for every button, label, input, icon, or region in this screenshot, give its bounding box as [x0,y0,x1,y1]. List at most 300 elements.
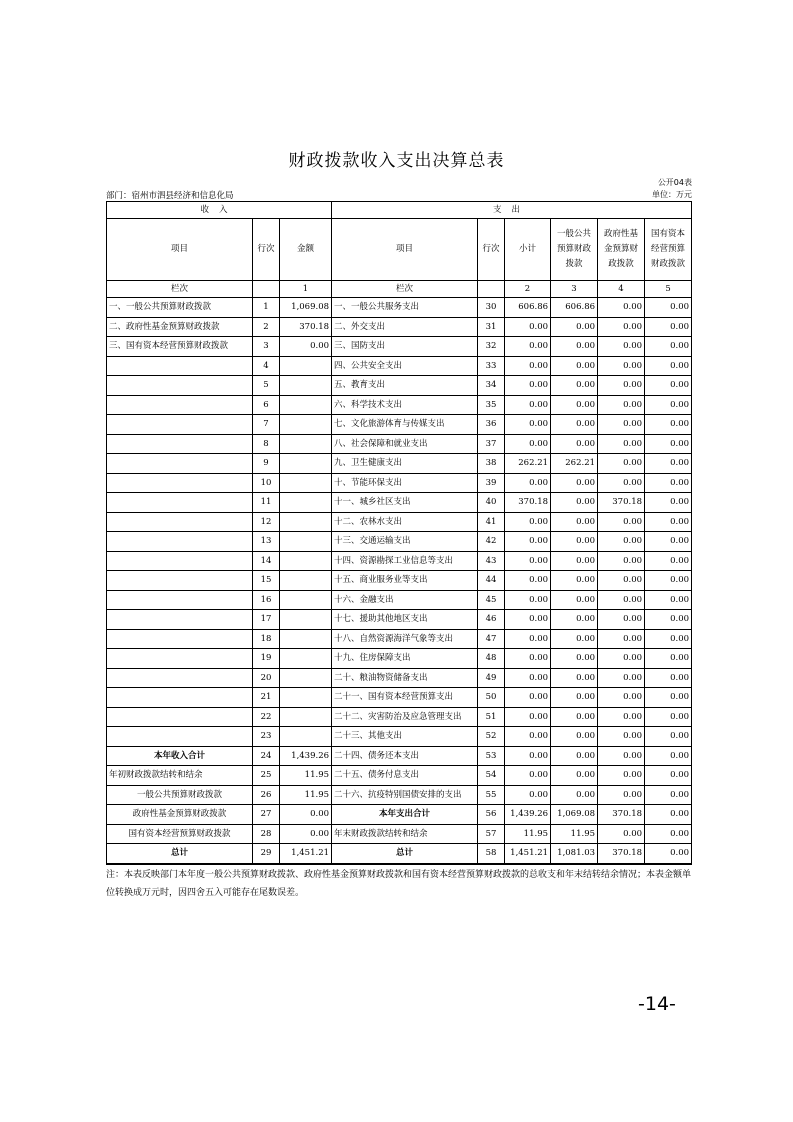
subtotal-value: 0.00 [505,649,551,669]
general-budget-value: 0.00 [551,395,598,415]
income-item: 本年收入合计 [107,746,253,766]
state-capital-value: 0.00 [645,824,692,844]
expense-row-no: 37 [478,434,505,454]
expense-row-no: 33 [478,356,505,376]
income-amount [280,590,332,610]
lanci-col-2: 2 [505,281,551,298]
income-item [107,571,253,591]
subtotal-value: 0.00 [505,746,551,766]
income-row-no: 11 [253,493,280,513]
fund-budget-value: 370.18 [598,493,645,513]
table-row [107,571,692,591]
expense-item: 二十、粮油物资储备支出 [332,668,478,688]
income-item [107,707,253,727]
fund-budget-value: 0.00 [598,473,645,493]
fund-budget-value: 0.00 [598,649,645,669]
subtotal-value: 0.00 [505,785,551,805]
income-amount [280,415,332,435]
expense-row-no: 46 [478,610,505,630]
state-capital-value: 0.00 [645,805,692,825]
income-amount [280,512,332,532]
income-row-no: 22 [253,707,280,727]
general-budget-value: 0.00 [551,766,598,786]
income-row-no: 19 [253,649,280,669]
income-item: 二、政府性基金预算财政拨款 [107,317,253,337]
fund-budget-value: 0.00 [598,766,645,786]
subtotal-value: 0.00 [505,512,551,532]
table-row [107,532,692,552]
income-amount [280,688,332,708]
header-general-budget: 一般公共预算财政拨款 [551,219,598,281]
income-row-no: 5 [253,376,280,396]
income-amount: 1,439.26 [280,746,332,766]
subtotal-value: 0.00 [505,317,551,337]
fund-budget-value: 0.00 [598,415,645,435]
fund-budget-value: 0.00 [598,688,645,708]
general-budget-value: 0.00 [551,434,598,454]
income-amount [280,356,332,376]
table-row [107,805,692,825]
expense-item: 二十四、债务还本支出 [332,746,478,766]
fund-budget-value: 0.00 [598,824,645,844]
subtotal-value: 0.00 [505,707,551,727]
subtotal-value: 0.00 [505,376,551,396]
state-capital-value: 0.00 [645,551,692,571]
fund-budget-value: 0.00 [598,727,645,747]
income-row-no: 20 [253,668,280,688]
income-row-no: 21 [253,688,280,708]
expense-row-no: 58 [478,844,505,864]
lanci-blank [253,281,280,298]
table-row [107,317,692,337]
expense-row-no: 51 [478,707,505,727]
income-item [107,727,253,747]
income-row-no: 10 [253,473,280,493]
income-item [107,649,253,669]
table-row [107,824,692,844]
table-row [107,298,692,318]
expense-item: 十四、资源勘探工业信息等支出 [332,551,478,571]
state-capital-value: 0.00 [645,746,692,766]
lanci-col-4: 4 [598,281,645,298]
subtotal-value: 0.00 [505,356,551,376]
expense-item: 六、科学技术支出 [332,395,478,415]
expense-item: 四、公共安全支出 [332,356,478,376]
fund-budget-value: 0.00 [598,590,645,610]
expense-item: 二十六、抗疫特别国债安排的支出 [332,785,478,805]
subtotal-value: 1,451.21 [505,844,551,864]
expense-item: 十三、交通运输支出 [332,532,478,552]
general-budget-value: 0.00 [551,590,598,610]
header-fund-budget: 政府性基金预算财政拨款 [598,219,645,281]
subtotal-value: 0.00 [505,727,551,747]
general-budget-value: 0.00 [551,707,598,727]
expense-row-no: 49 [478,668,505,688]
state-capital-value: 0.00 [645,727,692,747]
expense-row-no: 42 [478,532,505,552]
fund-budget-value: 0.00 [598,551,645,571]
income-amount: 0.00 [280,337,332,357]
page-number: -14- [638,993,676,1015]
income-row-no: 27 [253,805,280,825]
general-budget-value: 0.00 [551,376,598,396]
state-capital-value: 0.00 [645,785,692,805]
expense-section-header: 支出 [332,202,692,219]
expense-item: 九、卫生健康支出 [332,454,478,474]
fund-budget-value: 0.00 [598,610,645,630]
expense-item: 二十二、灾害防治及应急管理支出 [332,707,478,727]
expense-row-no: 52 [478,727,505,747]
income-item [107,434,253,454]
expense-row-no: 31 [478,317,505,337]
table-row [107,688,692,708]
expense-row-no: 54 [478,766,505,786]
income-item: 国有资本经营预算财政拨款 [107,824,253,844]
general-budget-value: 0.00 [551,493,598,513]
table-row [107,727,692,747]
expense-row-no: 38 [478,454,505,474]
footnote: 注：本表反映部门本年度一般公共预算财政拨款、政府性基金预算财政拨款和国有资本经营预算财政拨款的总收支和年末结转结余情况；本表金额单位转换成万元时，因四舍五入可能存在尾数误差。 [106,870,692,898]
expense-item: 二十三、其他支出 [332,727,478,747]
expense-item: 十二、农林水支出 [332,512,478,532]
general-budget-value: 0.00 [551,649,598,669]
income-row-no: 18 [253,629,280,649]
table-row [107,610,692,630]
fund-budget-value: 0.00 [598,785,645,805]
income-item: 三、国有资本经营预算财政拨款 [107,337,253,357]
income-item [107,629,253,649]
general-budget-value: 0.00 [551,727,598,747]
expense-row-no: 55 [478,785,505,805]
general-budget-value: 0.00 [551,571,598,591]
income-row-no: 26 [253,785,280,805]
income-item: 一般公共预算财政拨款 [107,785,253,805]
subtotal-value: 1,439.26 [505,805,551,825]
department-label: 部门：宿州市泗县经济和信息化局 [106,191,234,201]
subtotal-value: 0.00 [505,434,551,454]
income-row-no: 14 [253,551,280,571]
subtotal-value: 0.00 [505,473,551,493]
income-item [107,590,253,610]
state-capital-value: 0.00 [645,688,692,708]
table-row [107,493,692,513]
state-capital-value: 0.00 [645,317,692,337]
fund-budget-value: 0.00 [598,395,645,415]
general-budget-value: 0.00 [551,356,598,376]
lanci-col-5: 5 [645,281,692,298]
expense-row-no: 32 [478,337,505,357]
income-row-no: 23 [253,727,280,747]
fund-budget-value: 0.00 [598,434,645,454]
state-capital-value: 0.00 [645,707,692,727]
header-income-amount: 金额 [280,219,332,281]
expense-row-no: 40 [478,493,505,513]
table-row [107,668,692,688]
subtotal-value: 0.00 [505,688,551,708]
budget-table [106,201,692,865]
state-capital-value: 0.00 [645,512,692,532]
fund-budget-value: 0.00 [598,317,645,337]
expense-item: 一、一般公共服务支出 [332,298,478,318]
income-item [107,512,253,532]
header-subtotal: 小计 [505,219,551,281]
income-amount [280,493,332,513]
expense-row-no: 45 [478,590,505,610]
table-row [107,434,692,454]
expense-row-no: 34 [478,376,505,396]
state-capital-value: 0.00 [645,668,692,688]
expense-row-no: 35 [478,395,505,415]
fund-budget-value: 0.00 [598,356,645,376]
table-row [107,844,692,864]
income-item [107,688,253,708]
general-budget-value: 0.00 [551,337,598,357]
expense-item: 十八、自然资源海洋气象等支出 [332,629,478,649]
subtotal-value: 0.00 [505,629,551,649]
state-capital-value: 0.00 [645,493,692,513]
general-budget-value: 0.00 [551,317,598,337]
income-item [107,395,253,415]
state-capital-value: 0.00 [645,844,692,864]
income-row-no: 9 [253,454,280,474]
table-row [107,629,692,649]
expense-item: 二、外交支出 [332,317,478,337]
income-row-no: 8 [253,434,280,454]
subtotal-value: 0.00 [505,610,551,630]
state-capital-value: 0.00 [645,356,692,376]
income-amount: 1,069.08 [280,298,332,318]
expense-row-no: 47 [478,629,505,649]
expense-row-no: 44 [478,571,505,591]
state-capital-value: 0.00 [645,395,692,415]
subtotal-value: 262.21 [505,454,551,474]
general-budget-value: 0.00 [551,473,598,493]
fund-budget-value: 0.00 [598,298,645,318]
state-capital-value: 0.00 [645,610,692,630]
general-budget-value: 0.00 [551,551,598,571]
subtotal-value: 0.00 [505,551,551,571]
income-amount: 11.95 [280,766,332,786]
subtotal-value: 0.00 [505,571,551,591]
income-item [107,532,253,552]
income-amount [280,649,332,669]
header-income-item: 项目 [107,219,253,281]
income-item [107,551,253,571]
lanci-label-expense: 栏次 [332,281,478,298]
header-state-capital-budget: 国有资本经营预算财政拨款 [645,219,692,281]
general-budget-value: 262.21 [551,454,598,474]
table-row [107,376,692,396]
fund-budget-value: 0.00 [598,532,645,552]
income-amount: 370.18 [280,317,332,337]
expense-row-no: 50 [478,688,505,708]
income-amount [280,473,332,493]
general-budget-value: 0.00 [551,532,598,552]
expense-item: 总计 [332,844,478,864]
expense-item: 二十一、国有资本经营预算支出 [332,688,478,708]
income-item [107,376,253,396]
fund-budget-value: 0.00 [598,629,645,649]
subtotal-value: 0.00 [505,532,551,552]
income-row-no: 3 [253,337,280,357]
income-amount [280,376,332,396]
income-amount: 11.95 [280,785,332,805]
expense-item: 十一、城乡社区支出 [332,493,478,513]
fund-budget-value: 0.00 [598,707,645,727]
fund-budget-value: 0.00 [598,337,645,357]
table-row [107,785,692,805]
subtotal-value: 606.86 [505,298,551,318]
header-expense-row-no: 行次 [478,219,505,281]
general-budget-value: 0.00 [551,785,598,805]
table-row [107,512,692,532]
expense-row-no: 57 [478,824,505,844]
table-row [107,454,692,474]
subtotal-value: 11.95 [505,824,551,844]
income-row-no: 7 [253,415,280,435]
income-row-no: 13 [253,532,280,552]
income-amount [280,551,332,571]
income-row-no: 25 [253,766,280,786]
income-amount [280,668,332,688]
general-budget-value: 0.00 [551,629,598,649]
subtotal-value: 0.00 [505,766,551,786]
income-item: 政府性基金预算财政拨款 [107,805,253,825]
expense-item: 十九、住房保障支出 [332,649,478,669]
subtotal-value: 0.00 [505,590,551,610]
income-row-no: 28 [253,824,280,844]
fund-budget-value: 370.18 [598,844,645,864]
income-amount [280,571,332,591]
income-row-no: 4 [253,356,280,376]
expense-row-no: 56 [478,805,505,825]
general-budget-value: 0.00 [551,668,598,688]
income-row-no: 12 [253,512,280,532]
state-capital-value: 0.00 [645,629,692,649]
subtotal-value: 0.00 [505,337,551,357]
expense-item: 年末财政拨款结转和结余 [332,824,478,844]
income-amount: 0.00 [280,805,332,825]
state-capital-value: 0.00 [645,590,692,610]
subtotal-value: 0.00 [505,415,551,435]
general-budget-value: 0.00 [551,746,598,766]
table-row [107,766,692,786]
fund-budget-value: 370.18 [598,805,645,825]
header-income-row-no: 行次 [253,219,280,281]
state-capital-value: 0.00 [645,473,692,493]
income-amount: 0.00 [280,824,332,844]
state-capital-value: 0.00 [645,766,692,786]
expense-item: 二十五、债务付息支出 [332,766,478,786]
expense-item: 十七、援助其他地区支出 [332,610,478,630]
income-item: 一、一般公共预算财政拨款 [107,298,253,318]
income-section-header: 收入 [107,202,332,219]
state-capital-value: 0.00 [645,649,692,669]
income-amount [280,454,332,474]
unit-label: 单位：万元 [652,190,692,199]
expense-item: 七、文化旅游体育与传媒支出 [332,415,478,435]
income-row-no: 2 [253,317,280,337]
lanci-label-income: 栏次 [107,281,253,298]
general-budget-value: 1,069.08 [551,805,598,825]
fund-budget-value: 0.00 [598,668,645,688]
subtotal-value: 370.18 [505,493,551,513]
expense-item: 十、节能环保支出 [332,473,478,493]
page-title: 财政拨款收入支出决算总表 [288,151,505,171]
income-amount [280,434,332,454]
expense-row-no: 48 [478,649,505,669]
income-row-no: 29 [253,844,280,864]
expense-item: 五、教育支出 [332,376,478,396]
lanci-col-3: 3 [551,281,598,298]
income-row-no: 24 [253,746,280,766]
income-row-no: 1 [253,298,280,318]
general-budget-value: 0.00 [551,415,598,435]
income-item: 年初财政拨款结转和结余 [107,766,253,786]
fund-budget-value: 0.00 [598,746,645,766]
fund-budget-value: 0.00 [598,454,645,474]
income-amount [280,610,332,630]
income-row-no: 17 [253,610,280,630]
fund-budget-value: 0.00 [598,376,645,396]
state-capital-value: 0.00 [645,454,692,474]
income-item [107,454,253,474]
income-item: 总计 [107,844,253,864]
table-row [107,590,692,610]
income-amount [280,727,332,747]
header-expense-item: 项目 [332,219,478,281]
income-item [107,356,253,376]
expense-row-no: 43 [478,551,505,571]
table-row [107,415,692,435]
income-amount [280,395,332,415]
lanci-col-1: 1 [280,281,332,298]
lanci-blank [478,281,505,298]
subtotal-value: 0.00 [505,668,551,688]
state-capital-value: 0.00 [645,376,692,396]
form-code: 公开04表 [657,178,692,187]
income-item [107,493,253,513]
income-item [107,610,253,630]
subtotal-value: 0.00 [505,395,551,415]
expense-item: 八、社会保障和就业支出 [332,434,478,454]
table-row [107,649,692,669]
table-row [107,551,692,571]
income-row-no: 16 [253,590,280,610]
fund-budget-value: 0.00 [598,512,645,532]
expense-row-no: 41 [478,512,505,532]
table-row [107,473,692,493]
expense-row-no: 36 [478,415,505,435]
table-row [107,356,692,376]
general-budget-value: 0.00 [551,610,598,630]
income-item [107,668,253,688]
expense-item: 十六、金融支出 [332,590,478,610]
table-row [107,337,692,357]
income-row-no: 15 [253,571,280,591]
table-row [107,395,692,415]
expense-row-no: 30 [478,298,505,318]
general-budget-value: 0.00 [551,512,598,532]
income-item [107,473,253,493]
general-budget-value: 606.86 [551,298,598,318]
income-amount [280,629,332,649]
state-capital-value: 0.00 [645,532,692,552]
general-budget-value: 1,081.03 [551,844,598,864]
state-capital-value: 0.00 [645,298,692,318]
expense-item: 本年支出合计 [332,805,478,825]
expense-row-no: 53 [478,746,505,766]
